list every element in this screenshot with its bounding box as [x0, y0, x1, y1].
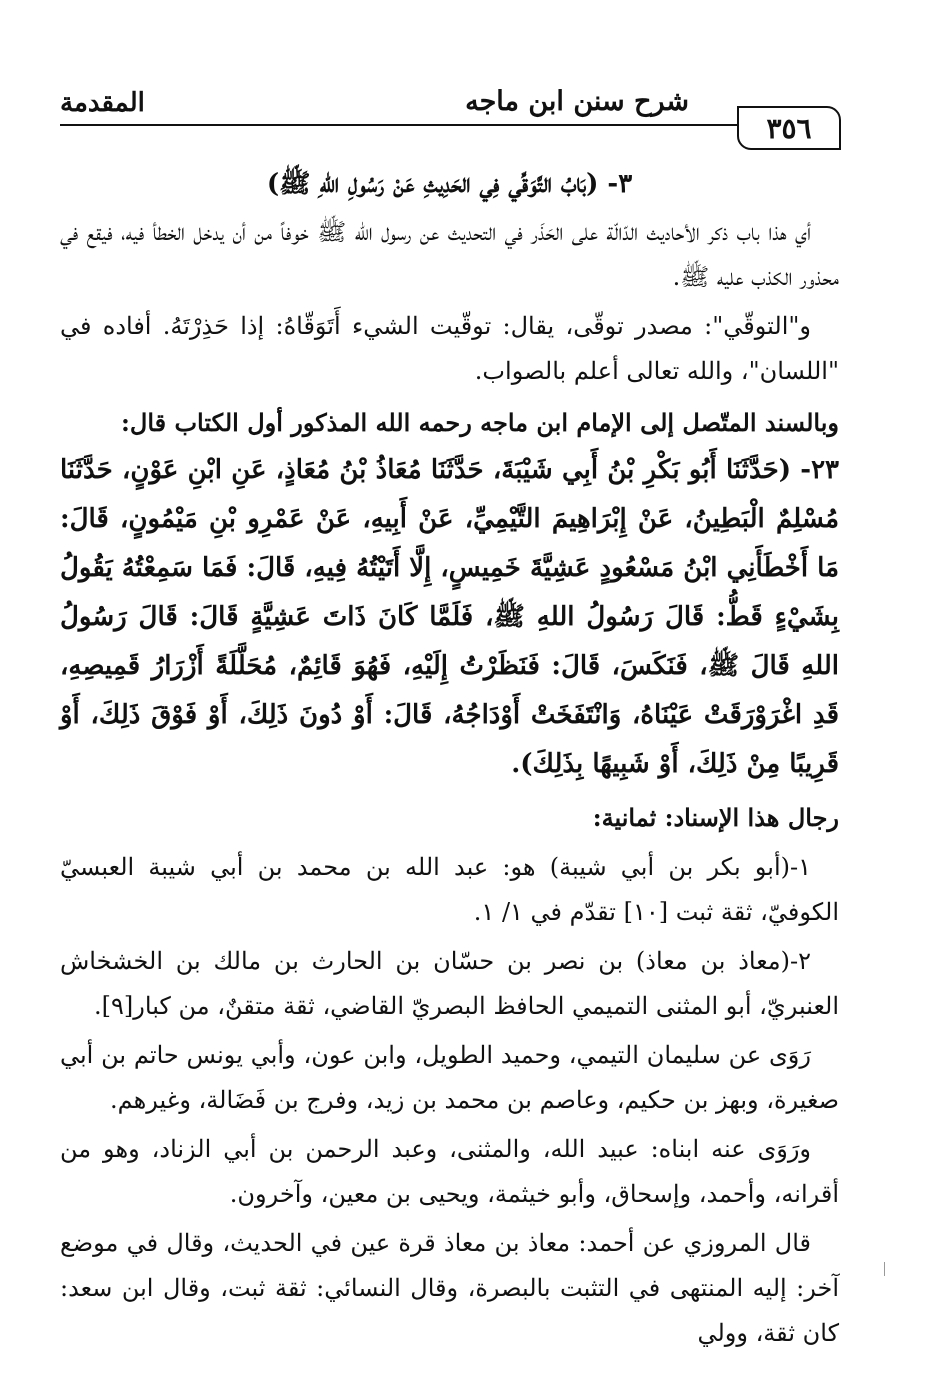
page-number: ٣٥٦ — [737, 106, 841, 150]
narrator-1: ١-(أبو بكر بن أبي شيبة) هو: عبد الله بن محمد بن أبي شيبة العبسيّ الكوفيّ، ثقة ثبت [١٠] تقدّم في ١/ ١. — [60, 853, 839, 926]
running-title: شرح سنن ابن ماجه — [465, 86, 689, 117]
margin-mark — [884, 1262, 885, 1276]
narrator-2-students: ورَوَى عنه ابناه: عبيد الله، والمثنى، وعبد الرحمن بن أبي الزناد، وهو من أقرانه، وأحمد، وإسحاق، وأبو خيثمة، ويحيى بن معين، وآخرون. — [60, 1135, 839, 1208]
sanad-line: وبالسند المتّصل إلى الإمام ابن ماجه رحمه الله المذكور أول الكتاب قال: — [121, 408, 839, 437]
chapter-title: ٣- (بَابُ التَّوَقِّي فِي الحَدِيثِ عَنْ رَسُولِ اللهِ ﷺ) — [266, 169, 633, 199]
narrator-2-teachers: رَوَى عن سليمان التيمي، وحميد الطويل، وابن عون، وأبي يونس حاتم بن أبي صغيرة، وبهز بن حكيم، وعاصم بن محمد بن زيد، وفرج بن فَضَالة، وغيرهم. — [60, 1041, 839, 1114]
narrator-2-praise: قال المروزي عن أحمد: معاذ بن معاذ قرة عين في الحديث، وقال في موضع آخر: إليه المنتهى في التثبت بالبصرة، وقال النسائي: ثقة ثبت، وقال ابن سعد: كان ثقة، وولي — [60, 1229, 839, 1347]
section-name: المقدمة — [60, 88, 145, 118]
intro-paragraph-2: و"التوقّي": مصدر توقّى، يقال: توقّيت الشيء أَتَوَقّاهُ: إذا حَذِرْتَهُ. أفاده في "اللسان"، والله تعالى أعلم بالصواب. — [60, 312, 839, 385]
header-rule — [60, 124, 737, 126]
hadith-text: ٢٣- (حَدَّثَنَا أَبُو بَكْرِ بْنُ أَبِي شَيْبَةَ، حَدَّثَنَا مُعَاذُ بْنُ مُعَاذٍ، عَنِ ابْنِ عَوْنٍ، حَدَّثَنَا مُسْلِمٌ الْبَطِينُ، عَنْ إِبْرَاهِيمَ التَّيْمِيِّ، عَنْ أَبِيهِ، عَنْ عَمْرِو بْنِ مَيْمُونٍ، قَالَ: مَا أَخْطَأَنِي ابْنُ مَسْعُودٍ عَشِيَّةَ خَمِيسٍ، إِلَّا أَتَيْتُهُ فِيهِ، قَالَ: فَمَا سَمِعْتُهُ يَقُولُ بِشَيْءٍ قَطُّ: قَالَ رَسُولُ اللهِ ﷺ، فَلَمَّا كَانَ ذَاتَ عَشِيَّةٍ قَالَ: قَالَ رَسُولُ اللهِ قَالَ ﷺ، فَنَكَسَ، قَالَ: فَنَظَرْتُ إِلَيْهِ، فَهُوَ قَائِمٌ، مُحَلَّلَةً أَزْرَارُ قَمِيصِهِ، قَدِ اغْرَوْرَقَتْ عَيْنَاهُ، وَانْتَفَخَتْ أَوْدَاجُهُ، قَالَ: أَوْ دُونَ ذَلِكَ، أَوْ فَوْقَ ذَلِكَ، أَوْ قَرِيبًا مِنْ ذَلِكَ، أَوْ شَبِيهًا بِذَلِكَ). — [60, 455, 839, 779]
intro-paragraph-1: أي هذا باب ذكر الأحاديث الدّالّة على الحَذَر في التحديث عن رسول الله ﷺ خوفاً من أن يدخل الخطأ فيه، فيقع في محذور الكذب عليه ﷺ. — [60, 218, 839, 291]
page-header — [60, 86, 839, 126]
page-body — [60, 160, 839, 1356]
narrator-2: ٢-(معاذ بن معاذ) بن نصر بن حسّان بن الحارث بن مالك بن الخشخاش العنبريّ، أبو المثنى التميمي الحافظ البصريّ القاضي، ثقة متقنٌ، من كبار[٩]. — [60, 947, 839, 1020]
narrators-heading: رجال هذا الإسناد: ثمانية: — [592, 803, 839, 832]
